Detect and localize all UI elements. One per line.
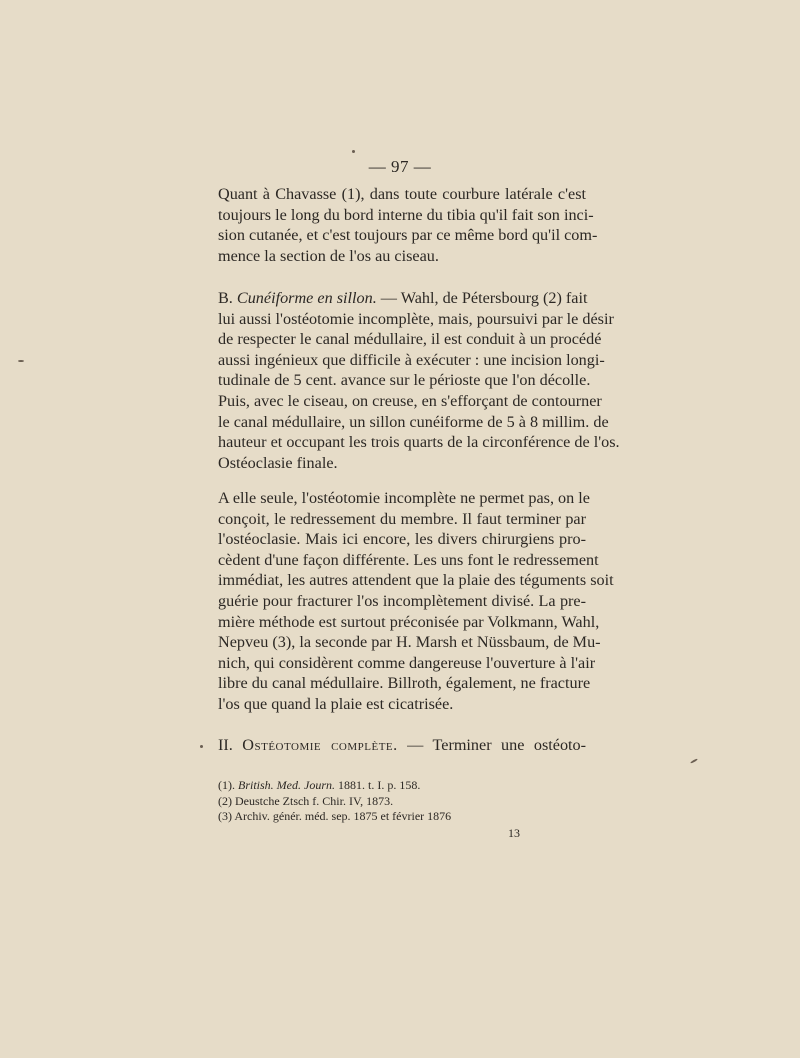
footnote-marker: (3) [218, 809, 232, 823]
footnote [218, 809, 518, 825]
text-line: toujours le long du bord interne du tibia qu'il fait son inci- [218, 205, 594, 224]
paper-speck [200, 745, 203, 748]
section-heading-line [218, 735, 586, 756]
text-line: mence la section de l'os au ciseau. [218, 246, 439, 265]
text-line: sion cutanée, et c'est toujours par ce même bord qu'il com- [218, 226, 598, 245]
paper-speck [690, 758, 698, 764]
footnote-text: 1881. t. I. p. 158. [335, 778, 421, 792]
footnote [218, 794, 518, 810]
text-line: guérie pour fracturer l'os incomplètement divisé. La pre- [218, 591, 586, 610]
section-numeral: II. [218, 736, 233, 754]
paragraph-chavasse [218, 184, 598, 266]
text-line: nich, qui considèrent comme dangereuse l'ouverture à l'air [218, 653, 596, 672]
page-number: — 97 — [368, 157, 432, 176]
text-line: immédiat, les autres attendent que la plaie des téguments soit [218, 571, 614, 590]
text-line: Ostéoclasie finale. [218, 453, 338, 472]
text-line: l'os que quand la plaie est cicatrisée. [218, 694, 454, 713]
text-line: cèdent d'une façon différente. Les uns font le redressement [218, 550, 599, 569]
text-line: de respecter le canal médullaire, il est conduit à un procédé [218, 330, 602, 349]
section-title: Cunéiforme en sillon. [236, 289, 377, 307]
text-line: tudinale de 5 cent. avance sur le périoste que l'on décolle. [218, 371, 591, 390]
footnote-text: Archiv. génér. méd. sep. 1875 et février 1876 [232, 809, 452, 823]
paragraph-osteotomie-complete [218, 735, 586, 756]
footnote-text: Deustche Ztsch f. Chir. IV, 1873. [232, 793, 394, 808]
text-line: mière méthode est surtout préconisée par Volkmann, Wahl, [218, 612, 600, 631]
text-line: Puis, avec le ciseau, on creuse, en s'efforçant de contourner [218, 391, 602, 410]
paper-speck [18, 360, 24, 362]
heading-line-rest: — Terminer une ostéoto- [407, 736, 587, 754]
text-line: A elle seule, l'ostéotomie incomplète ne permet pas, on le [218, 489, 590, 507]
signature-mark: 13 [508, 826, 520, 840]
footnote-journal: British. Med. Journ. [238, 778, 335, 792]
footnote-marker: (1). [218, 778, 235, 792]
text-line: l'ostéoclasie. Mais ici encore, les divers chirurgiens pro- [218, 530, 586, 549]
text-line: le canal médullaire, un sillon cunéiforme de 5 à 8 millim. de [218, 412, 609, 431]
section-title: Ostéotomie complète. [242, 736, 398, 754]
text-line: Quant à Chavasse (1), dans toute courbure latérale c'est [218, 185, 586, 203]
heading-line-rest: — Wahl, de Pétersbourg (2) fait [380, 289, 588, 307]
footnote-marker: (2) [218, 793, 232, 808]
text-line: Nepveu (3), la seconde par H. Marsh et Nüssbaum, de Mu- [218, 633, 601, 652]
paragraph-cuneiforme [218, 288, 620, 473]
section-letter: B. [218, 289, 233, 307]
paragraph-osteoclasie [218, 488, 614, 715]
text-line: hauteur et occupant les trois quarts de la circonférence de l'os. [218, 433, 620, 452]
paper-speck [352, 150, 355, 153]
footnotes [218, 778, 518, 825]
text-line: aussi ingénieux que difficile à exécuter : une incision longi- [218, 350, 605, 369]
section-heading-line [218, 288, 586, 309]
text-line: libre du canal médullaire. Billroth, également, ne fracture [218, 674, 591, 693]
text-line: lui aussi l'ostéotomie incomplète, mais, poursuivi par le désir [218, 309, 614, 328]
footnote [218, 778, 518, 794]
text-line: conçoit, le redressement du membre. Il faut terminer par [218, 509, 586, 528]
